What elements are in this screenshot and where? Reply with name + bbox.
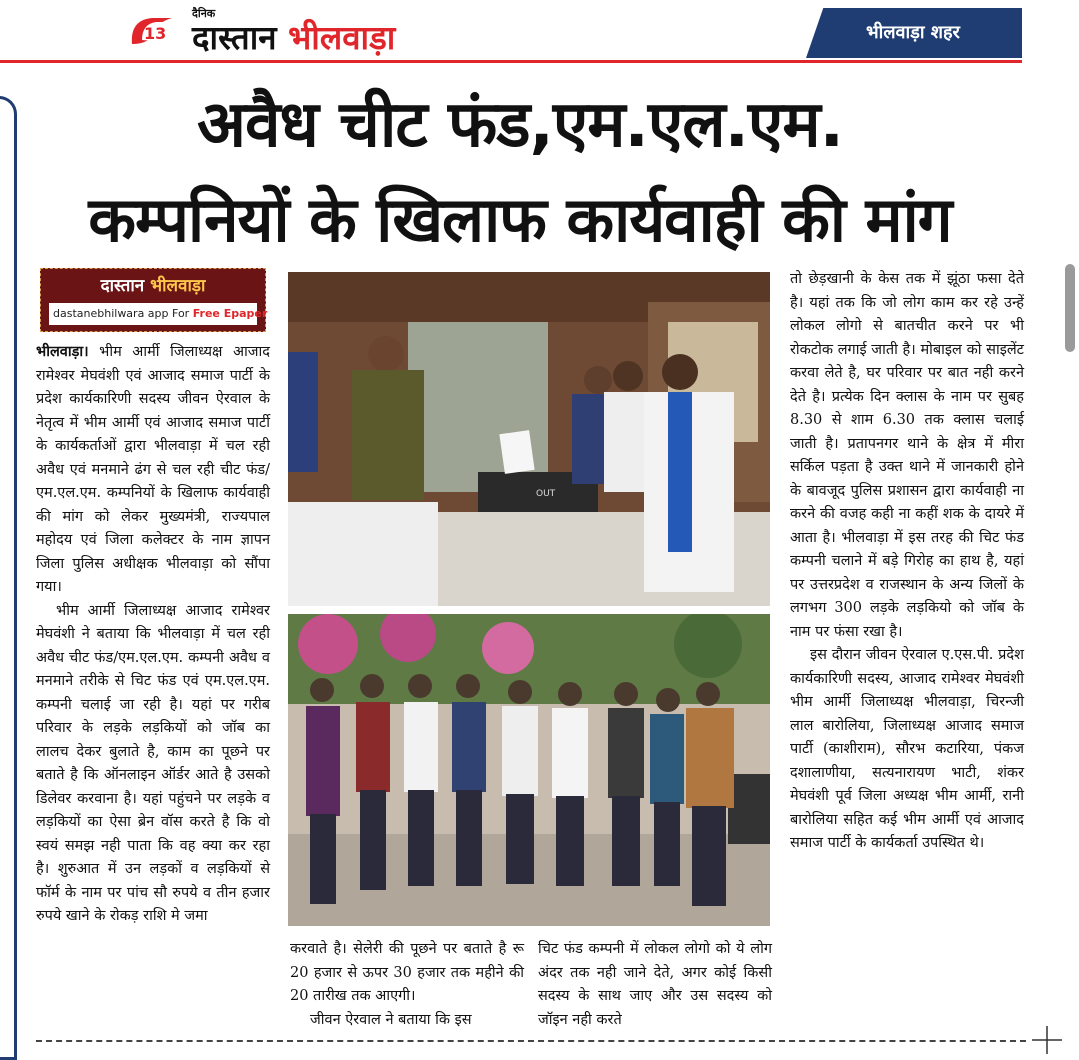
brand-tagline: दैनिक: [192, 7, 216, 20]
out-sign: OUT: [536, 489, 556, 499]
photo-memorandum-handover: [288, 272, 770, 606]
promo-brand-part1: दास्तान: [100, 276, 145, 296]
article-paragraph: तो छेड़खानी के केस तक में झूंठा फसा देते है। यहां तक कि जो लोग काम कर रहे उन्हें लोकल लोगो से बातचीत करने पर भी रोकटोक लगाई जाती है। मोबाइल को साइलेंट करवा लेते है, घर परिवार पर बात नही करने देते है। प्रत्येक दिन क्लास के नाम पर सुबह 8.30 से शाम 6.30 तक क्लास चलाई जाती है। प्रतापनगर थाने के क्षेत्र में मीरा सर्किल पड़ता है उक्त थाने में जानकारी होने के बावजूद पुलिस प्रशासन द्वारा कार्यवाही ना करने की वजह कही ना कहीं शक के दायरे में आता है। भीलवाड़ा में इस तरह की चिट फंड कम्पनी चलाने में बड़े गिरोह का हाथ है, यहां पर उत्तरप्रदेश व राजस्थान के अन्य जिलों के लगभग 300 लड़के लड़कियो को जॉब के नाम पर फंसा रखा है।: [790, 271, 1024, 640]
brand-name-part1: दास्तान: [192, 18, 277, 57]
article-paragraph: जीवन ऐरवाल ने बताया कि इस: [310, 1011, 472, 1028]
article-column-1: [36, 340, 270, 929]
svg-text:13: 13: [144, 24, 167, 43]
article-column-2: [290, 938, 524, 1032]
promo-sub-label: dastanebhilwara app For: [53, 307, 193, 320]
headline-line-1: अवैध चीट फंड,एम.एल.एम.: [197, 88, 843, 162]
section-tab-label: भीलवाड़ा शहर: [866, 22, 960, 43]
epaper-promo-box[interactable]: [40, 268, 266, 332]
promo-sub-highlight: Free Epaper: [192, 307, 268, 320]
crop-mark-icon: [1032, 1026, 1062, 1054]
bottom-divider: [36, 1040, 1026, 1042]
promo-sub-text: [53, 307, 267, 320]
article-column-4: [790, 268, 1024, 856]
brand-name: [192, 14, 395, 59]
promo-brand: [41, 273, 265, 296]
article-paragraph: करवाते है। सेलेरी की पूछने पर बताते है रू 20 हजार से ऊपर 30 हजार तक महीने की 20 तारीख तक आएगी।: [290, 941, 524, 1004]
article-paragraph: भीम आर्मी जिलाध्यक्ष आजाद रामेश्वर मेघवंशी ने बताया कि भीलवाड़ा में चल रही अवैध चीट फंड/एम.एल.एम. कम्पनी अवैध व मनमाने तरीके से चिट फंड एवं एम.एल.एम. कम्पनी चलाई जा रही है। यहां पर गरीब परिवार के लड़के लड़कियों को जॉब का लालच देकर बुलाते है, काम का पूछने पर बताते है कि ऑनलाइन ऑर्डर आते है उसको डिलेवर करवाना है। यहां पहुंचने पर लड़के व लड़कियों का ऐसा ब्रेन वॉस करते है कि वो स्वयं समझ नही पाता कि वह क्या कर रहा है। शुरुआत में उन लड़कों व लड़कियों से फॉर्म के नाम पर पांच सौ रुपये व तीन हजार रुपये खाने के रोकड़ राशि मे जमा: [36, 602, 270, 924]
scrollbar-thumb[interactable]: [1065, 264, 1075, 352]
paragraph-text: भीम आर्मी जिलाध्यक्ष आजाद रामेश्वर मेघवंशी एवं आजाद समाज पार्टी के प्रदेश कार्यकारिणी सदस्य जीवन ऐरवाल के नेतृत्व में भीम आर्मी एवं आजाद समाज पार्टी के कार्यकर्ताओं द्वारा भीलवाड़ा में चल रही अवैध एवं मनमाने ढंग से चल रही चीट फंड/ एम.एल.एम. कम्पनियों के खिलाफ कार्यवाही की मांग को लेकर मुख्यमंत्री, राज्यपाल महोदय एवं जिला कलेक्टर के नाम ज्ञापन जिला पुलिस अधीक्षक भीलवाड़ा को सौंपा गया।: [36, 344, 270, 595]
article-paragraph: इस दौरान जीवन ऐरवाल ए.एस.पी. प्रदेश कार्यकारिणी सदस्य, आजाद रामेश्वर मेघवंशी भीम आर्मी जिलाध्यक्ष भीलवाड़ा, चिरन्जी लाल बारोलिया, जिलाध्यक्ष आजाद समाज पार्टी (काशीराम), सौरभ कटारिया, पंकज दशालाणीया, सत्यनारायण भाटी, शंकर मेघवंशी पूर्व जिला अध्यक्ष भीम आर्मी, रानी बारोलिया सहित कई भीम आर्मी एवं आजाद समाज पार्टी के कार्यकर्ता उपस्थित थे।: [790, 647, 1024, 851]
dateline: भीलवाड़ा।: [36, 343, 89, 360]
article-column-3: [538, 938, 772, 1032]
promo-brand-part2: भीलवाड़ा: [150, 276, 206, 296]
photo-group: [288, 614, 770, 926]
brand-name-part2: भीलवाड़ा: [288, 18, 396, 57]
article-paragraph: [36, 340, 270, 600]
article-paragraph: चिट फंड कम्पनी में लोकल लोगो को ये लोग अंदर तक नही जाने देते, अगर कोई किसी सदस्य के साथ जाए और उस सदस्य को जॉइन नही करते: [538, 941, 772, 1028]
brand-logo-icon: [128, 14, 180, 48]
headline-line-2: कम्पनियों के खिलाफ कार्यवाही की मांग: [88, 183, 952, 256]
